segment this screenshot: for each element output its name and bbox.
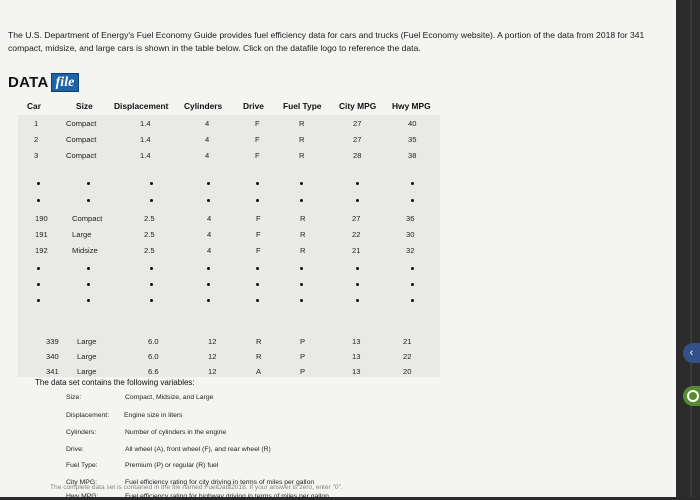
ellipsis-dot xyxy=(300,199,303,202)
table-cell: 2.5 xyxy=(144,230,155,239)
table-cell: 12 xyxy=(208,352,217,361)
variable-name: Cylinders: xyxy=(66,429,97,436)
ellipsis-dot xyxy=(356,267,359,270)
variable-name: Hwy MPG: xyxy=(66,493,99,500)
table-cell: 191 xyxy=(35,230,48,239)
intro-text: The U.S. Department of Energy's Fuel Economy Guide provides fuel efficiency data for cars and trucks (Fuel Economy website). A portion of the data from 2018 for 341 compact, midsize, and large cars is shown in the table below. Click on the datafile logo to reference the data. xyxy=(8,30,645,53)
ellipsis-dot xyxy=(207,283,210,286)
table-cell: F xyxy=(256,230,261,239)
ellipsis-dot xyxy=(37,182,40,185)
table-cell: 40 xyxy=(408,119,417,128)
variable-name: City MPG: xyxy=(66,479,97,486)
cutoff-text: The complete data set is contained in the file named FuelData2018. If your answer is zero, enter "0". xyxy=(50,484,343,491)
variable-name: Fuel Type: xyxy=(66,462,98,469)
table-cell: 2.5 xyxy=(144,214,155,223)
ellipsis-dot xyxy=(87,283,90,286)
table-cell: Large xyxy=(77,367,97,376)
ellipsis-dot xyxy=(411,199,414,202)
table-cell: 13 xyxy=(352,367,361,376)
table-cell: P xyxy=(300,337,306,346)
datafile-logo[interactable] xyxy=(8,73,79,92)
ellipsis-dot xyxy=(300,299,303,302)
ellipsis-dot xyxy=(207,182,210,185)
table-cell: R xyxy=(256,352,262,361)
ellipsis-dot xyxy=(411,283,414,286)
ellipsis-dot xyxy=(300,283,303,286)
ellipsis-dot xyxy=(411,299,414,302)
variable-name: Size: xyxy=(66,394,82,401)
ellipsis-dot xyxy=(150,299,153,302)
table-cell: 4 xyxy=(205,151,210,160)
variable-description: Fuel efficiency rating for city driving in terms of miles per gallon xyxy=(125,479,315,486)
ellipsis-dot xyxy=(87,199,90,202)
table-header: City MPG xyxy=(339,101,377,111)
table-cell: 32 xyxy=(406,246,415,255)
variable-description: Premium (P) or regular (R) fuel xyxy=(125,462,219,469)
table-cell: R xyxy=(300,214,306,223)
table-cell: 35 xyxy=(408,135,417,144)
ellipsis-dot xyxy=(256,267,259,270)
table-cell: 28 xyxy=(353,151,362,160)
ellipsis-dot xyxy=(411,267,414,270)
ellipsis-dot xyxy=(356,199,359,202)
table-cell: 4 xyxy=(207,230,212,239)
table-cell: 340 xyxy=(46,352,59,361)
table-cell: 36 xyxy=(406,214,415,223)
table-cell: R xyxy=(299,135,305,144)
sidebar-divider xyxy=(690,0,692,497)
table-cell: 22 xyxy=(352,230,361,239)
ellipsis-dot xyxy=(256,199,259,202)
ellipsis-dot xyxy=(37,199,40,202)
table-cell: 20 xyxy=(403,367,412,376)
table-cell: 6.0 xyxy=(148,352,159,361)
table-cell: 21 xyxy=(352,246,361,255)
table-header: Size xyxy=(76,101,93,111)
table-cell: 1 xyxy=(34,119,39,128)
table-cell: P xyxy=(300,367,306,376)
table-header: Fuel Type xyxy=(283,101,322,111)
ellipsis-dot xyxy=(207,199,210,202)
ellipsis-dot xyxy=(256,182,259,185)
ellipsis-dot xyxy=(37,299,40,302)
table-cell: R xyxy=(300,246,306,255)
table-cell: F xyxy=(255,119,260,128)
chevron-left-icon[interactable]: ‹ xyxy=(683,343,700,363)
table-header: Drive xyxy=(243,101,264,111)
ellipsis-dot xyxy=(256,283,259,286)
ellipsis-dot xyxy=(37,267,40,270)
table-cell: Large xyxy=(77,337,97,346)
table-cell: 27 xyxy=(353,119,362,128)
ellipsis-dot xyxy=(411,182,414,185)
table-cell: F xyxy=(256,214,261,223)
variables-intro: The data set contains the following variables: xyxy=(35,378,195,387)
table-cell: 13 xyxy=(352,352,361,361)
table-cell: 12 xyxy=(208,367,217,376)
ellipsis-dot xyxy=(356,182,359,185)
table-cell: P xyxy=(300,352,306,361)
table-cell: 30 xyxy=(406,230,415,239)
table-cell: Midsize xyxy=(72,246,98,255)
table-cell: 3 xyxy=(34,151,39,160)
table-cell: 1.4 xyxy=(140,135,151,144)
ellipsis-dot xyxy=(150,199,153,202)
variable-description: Fuel efficiency rating for highway driving in terms of miles per gallon xyxy=(125,493,329,500)
table-cell: 27 xyxy=(353,135,362,144)
table-cell: Compact xyxy=(66,151,97,160)
table-cell: 339 xyxy=(46,337,59,346)
variable-name: Drive: xyxy=(66,446,84,453)
table-cell: 21 xyxy=(403,337,412,346)
ellipsis-dot xyxy=(87,182,90,185)
ellipsis-dot xyxy=(356,299,359,302)
table-cell: 1.4 xyxy=(140,119,151,128)
table-cell: Large xyxy=(77,352,97,361)
table-cell: 27 xyxy=(352,214,361,223)
variable-description: Number of cylinders in the engine xyxy=(125,429,227,436)
circle-icon[interactable] xyxy=(683,386,700,406)
table-cell: 1.4 xyxy=(140,151,151,160)
table-cell: Compact xyxy=(72,214,103,223)
table-cell: F xyxy=(255,135,260,144)
ellipsis-dot xyxy=(207,299,210,302)
ellipsis-dot xyxy=(150,283,153,286)
table-cell: R xyxy=(256,337,262,346)
datafile-logo-data: DATA xyxy=(8,74,49,91)
ellipsis-dot xyxy=(37,283,40,286)
table-cell: 2.5 xyxy=(144,246,155,255)
ellipsis-dot xyxy=(300,267,303,270)
table-cell: Compact xyxy=(66,119,97,128)
table-header: Cylinders xyxy=(184,101,223,111)
table-cell: 6.0 xyxy=(148,337,159,346)
variable-description: All wheel (A), front wheel (F), and rear wheel (R) xyxy=(125,446,271,453)
table-cell: R xyxy=(299,151,305,160)
ellipsis-dot xyxy=(300,182,303,185)
table-cell: 190 xyxy=(35,214,48,223)
ellipsis-dot xyxy=(87,299,90,302)
variable-description: Compact, Midsize, and Large xyxy=(125,394,214,401)
table-cell: 2 xyxy=(34,135,39,144)
table-cell: 4 xyxy=(205,119,210,128)
table-header: Car xyxy=(27,101,41,111)
table-cell: 341 xyxy=(46,367,59,376)
ellipsis-dot xyxy=(150,182,153,185)
variable-description: Engine size in liters xyxy=(124,412,183,419)
ellipsis-dot xyxy=(87,267,90,270)
table-cell: R xyxy=(299,119,305,128)
table-cell: Compact xyxy=(66,135,97,144)
ellipsis-dot xyxy=(356,283,359,286)
right-sidebar xyxy=(676,0,700,497)
table-header: Displacement xyxy=(114,101,169,111)
table-cell: 4 xyxy=(207,214,212,223)
table-cell: Large xyxy=(72,230,92,239)
table-cell: 192 xyxy=(35,246,48,255)
ellipsis-dot xyxy=(256,299,259,302)
datafile-logo-file: file xyxy=(51,73,80,92)
table-cell: A xyxy=(256,367,262,376)
table-cell: 13 xyxy=(352,337,361,346)
table-cell: 4 xyxy=(205,135,210,144)
table-cell: 38 xyxy=(408,151,417,160)
table-cell: R xyxy=(300,230,306,239)
ellipsis-dot xyxy=(207,267,210,270)
table-cell: F xyxy=(256,246,261,255)
table-cell: 12 xyxy=(208,337,217,346)
table-cell: 22 xyxy=(403,352,412,361)
table-cell: 6.6 xyxy=(148,367,159,376)
table-cell: F xyxy=(255,151,260,160)
variable-name: Displacement: xyxy=(66,412,110,419)
ellipsis-dot xyxy=(150,267,153,270)
table-cell: 4 xyxy=(207,246,212,255)
table-header: Hwy MPG xyxy=(392,101,431,111)
